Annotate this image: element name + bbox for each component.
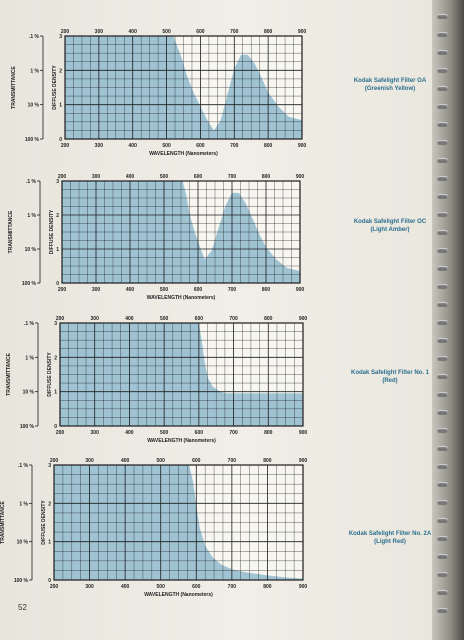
transmittance-tick-label: 1 %: [27, 213, 36, 219]
chart-filter-oa: [0, 22, 440, 182]
x-tick-label-top: 200: [55, 316, 65, 322]
x-tick-label-top: 300: [85, 458, 94, 464]
density-tick-label: 1: [54, 389, 57, 396]
x-axis-title: WAVELENGTH (Nanometers): [149, 151, 218, 157]
x-tick-label-top: 200: [60, 29, 70, 35]
transmittance-tick-label: 1 %: [19, 501, 28, 508]
filter-name: Kodak Safelight Filter No. 1: [350, 370, 429, 376]
filter-color: (Light Red): [374, 539, 406, 545]
x-tick-label-top: 300: [94, 29, 104, 35]
density-axis-title: DIFFUSE DENSITY: [52, 65, 58, 110]
x-tick-label-top: 900: [295, 174, 305, 180]
x-tick-label-top: 700: [229, 316, 238, 322]
x-tick-label-top: 900: [298, 458, 308, 464]
density-tick-label: 2: [59, 68, 62, 75]
chart-filter-no1: [0, 310, 440, 470]
density-tick-label: 3: [56, 179, 59, 185]
x-tick-label-top: 400: [125, 316, 134, 322]
x-tick-label-bottom: 500: [162, 143, 171, 149]
x-tick-label-bottom: 700: [227, 584, 237, 590]
transmittance-axis-title: TRANSMITTANCE: [8, 210, 14, 254]
x-tick-label-bottom: 300: [85, 584, 94, 590]
x-tick-label-bottom: 800: [264, 430, 273, 436]
x-tick-label-top: 300: [91, 174, 101, 180]
density-tick-label: 2: [48, 501, 51, 508]
x-tick-label-bottom: 600: [193, 287, 203, 293]
x-tick-label-top: 600: [194, 316, 204, 322]
transmittance-tick-label: 10 %: [16, 539, 28, 546]
density-tick-label: 0: [48, 578, 51, 584]
x-tick-label-top: 800: [263, 458, 272, 464]
x-axis-title: WAVELENGTH (Nanometers): [146, 295, 216, 301]
density-tick-label: 0: [59, 137, 62, 143]
density-axis-title: DIFFUSE DENSITY: [47, 352, 53, 397]
x-tick-label-top: 800: [261, 174, 271, 180]
filter-color: (Red): [382, 378, 398, 384]
x-tick-label-bottom: 900: [295, 287, 305, 293]
x-tick-label-bottom: 200: [55, 430, 65, 436]
transmittance-tick-label: .1 %: [17, 463, 28, 469]
filter-name: Kodak Safelight Filter OC: [353, 219, 427, 225]
x-tick-label-bottom: 400: [120, 584, 130, 590]
x-tick-label-top: 700: [227, 458, 237, 464]
density-tick-label: 3: [59, 34, 62, 40]
x-tick-label-top: 800: [263, 29, 273, 35]
density-axis-title: DIFFUSE DENSITY: [49, 209, 55, 255]
x-tick-label-top: 400: [125, 174, 135, 180]
x-tick-label-top: 700: [230, 29, 239, 35]
x-tick-label-bottom: 200: [60, 143, 70, 149]
x-tick-label-bottom: 800: [263, 584, 272, 590]
x-axis-title: WAVELENGTH (Nanometers): [144, 592, 213, 598]
transmittance-tick-label: 100 %: [19, 424, 34, 430]
x-tick-label-bottom: 400: [125, 287, 135, 293]
x-tick-label-bottom: 400: [128, 143, 137, 149]
transmittance-tick-label: 100 %: [13, 578, 28, 584]
x-tick-label-bottom: 500: [159, 287, 169, 293]
x-tick-label-top: 500: [162, 29, 171, 35]
x-tick-label-bottom: 300: [91, 287, 101, 293]
density-tick-label: 1: [59, 102, 62, 109]
transmittance-tick-label: 10 %: [22, 389, 34, 396]
filter-label-no2a: [340, 530, 440, 546]
x-tick-label-top: 700: [227, 174, 237, 180]
filter-name: Kodak Safelight Filter No. 2A: [348, 531, 432, 537]
density-tick-label: 0: [54, 424, 57, 430]
x-tick-label-bottom: 200: [49, 584, 59, 590]
x-tick-label-bottom: 300: [94, 143, 104, 149]
filter-name: Kodak Safelight Filter OA: [353, 78, 427, 84]
filter-color: (Greenish Yellow): [364, 86, 416, 92]
x-tick-label-bottom: 600: [192, 584, 201, 590]
x-tick-label-top: 200: [57, 174, 67, 180]
transmittance-tick-label: 10 %: [27, 102, 39, 109]
density-tick-label: 3: [48, 463, 51, 469]
transmittance-tick-label: 100 %: [21, 281, 36, 287]
x-tick-label-top: 900: [298, 316, 308, 322]
transmittance-tick-label: 1 %: [30, 68, 39, 75]
transmittance-tick-label: .1 %: [28, 34, 39, 40]
x-tick-label-top: 400: [120, 458, 130, 464]
density-tick-label: 1: [48, 539, 51, 546]
transmittance-axis-title: TRANSMITTANCE: [0, 501, 6, 544]
x-tick-label-bottom: 400: [125, 430, 134, 436]
x-tick-label-bottom: 900: [298, 584, 308, 590]
binding-ring: [437, 14, 448, 19]
filter-label-no1: [340, 369, 440, 385]
filter-label-oc: [340, 218, 440, 234]
density-tick-label: 3: [54, 321, 57, 327]
x-tick-label-top: 500: [156, 458, 165, 464]
x-tick-label-bottom: 500: [156, 584, 165, 590]
x-tick-label-bottom: 700: [229, 430, 238, 436]
x-tick-label-top: 400: [128, 29, 137, 35]
density-tick-label: 2: [56, 213, 59, 219]
x-tick-label-bottom: 600: [194, 430, 204, 436]
x-axis-title: WAVELENGTH (Nanometers): [147, 438, 216, 444]
transmittance-tick-label: .1 %: [25, 179, 36, 185]
x-tick-label-top: 600: [193, 174, 203, 180]
filter-label-oa: [340, 77, 440, 93]
x-tick-label-bottom: 500: [159, 430, 169, 436]
x-tick-label-bottom: 800: [261, 287, 271, 293]
x-tick-label-top: 900: [297, 29, 307, 35]
x-tick-label-top: 500: [159, 316, 169, 322]
filter-color: (Light Amber): [370, 227, 410, 233]
x-tick-label-bottom: 700: [227, 287, 237, 293]
x-tick-label-top: 800: [264, 316, 273, 322]
x-tick-label-top: 200: [49, 458, 59, 464]
page-number: 52: [18, 603, 27, 612]
transmittance-axis-title: TRANSMITTANCE: [11, 66, 17, 109]
x-tick-label-bottom: 600: [196, 143, 205, 149]
x-tick-label-bottom: 900: [298, 430, 308, 436]
x-tick-label-bottom: 200: [57, 287, 67, 293]
density-axis-title: DIFFUSE DENSITY: [41, 500, 47, 545]
x-tick-label-bottom: 900: [297, 143, 307, 149]
x-tick-label-top: 300: [90, 316, 99, 322]
transmittance-axis-title: TRANSMITTANCE: [6, 353, 12, 396]
transmittance-tick-label: 1 %: [25, 355, 34, 362]
density-tick-label: 2: [54, 355, 57, 362]
chart-filter-oc: [0, 168, 440, 328]
transmittance-tick-label: .1 %: [23, 321, 34, 327]
density-tick-label: 0: [56, 281, 59, 287]
transmittance-tick-label: 10 %: [24, 247, 36, 253]
density-tick-label: 1: [56, 247, 59, 253]
x-tick-label-top: 600: [192, 458, 201, 464]
x-tick-label-bottom: 700: [230, 143, 239, 149]
x-tick-label-top: 500: [159, 174, 169, 180]
x-tick-label-bottom: 300: [90, 430, 99, 436]
transmittance-tick-label: 100 %: [24, 137, 39, 143]
x-tick-label-top: 600: [196, 29, 205, 35]
x-tick-label-bottom: 800: [263, 143, 273, 149]
